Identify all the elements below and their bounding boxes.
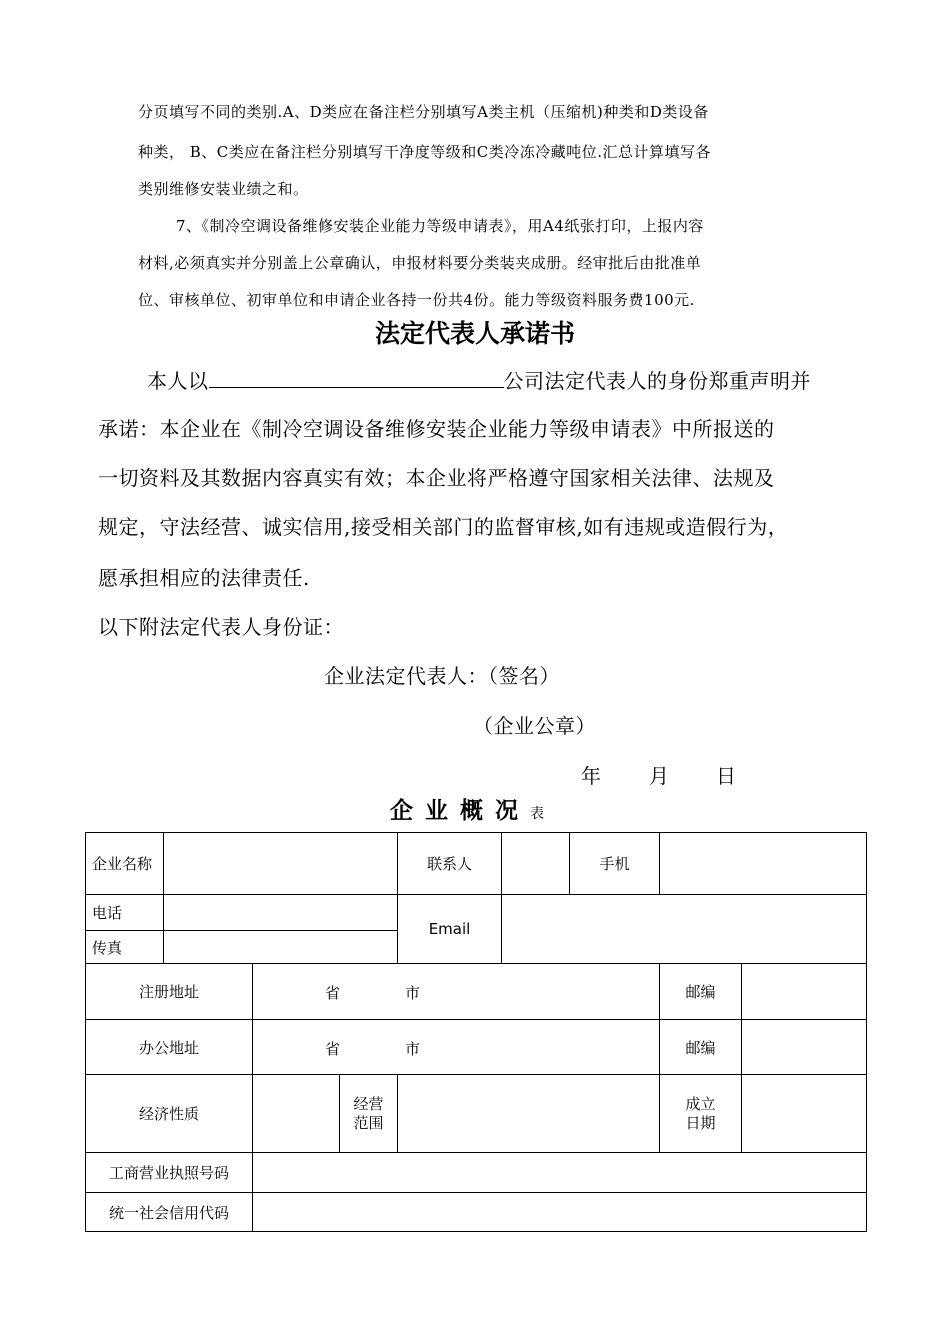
business-scope-label-l2: 范围 — [353, 1113, 384, 1132]
pledge-line-3: 一切资料及其数据内容真实有效；本企业将严格遵守国家相关法律、法规及 — [98, 466, 775, 490]
business-scope-label-l1: 经营 — [353, 1094, 384, 1113]
note-line: 种类， B、C类应在备注栏分别填写干净度等级和C类冷冻冷藏吨位.汇总计算填写各 — [138, 143, 712, 161]
business-scope-cell[interactable] — [398, 1075, 660, 1153]
overview-title-suffix: 表 — [530, 806, 545, 822]
date-day: 日 — [716, 764, 737, 788]
table-row — [86, 895, 867, 931]
business-scope-label — [340, 1075, 398, 1153]
company-name-cell[interactable] — [164, 833, 398, 895]
table-row — [86, 1020, 867, 1075]
email-label: Email — [398, 895, 502, 964]
office-address-cell[interactable] — [253, 1020, 660, 1075]
econ-nature-label: 经济性质 — [86, 1075, 253, 1153]
contact-label: 联系人 — [398, 833, 502, 895]
seal-label: （企业公章） — [473, 714, 596, 738]
pledge-line-5: 愿承担相应的法律责任. — [98, 566, 310, 590]
established-cell[interactable] — [742, 1075, 867, 1153]
postcode-label: 邮编 — [660, 1020, 742, 1075]
table-row — [86, 1153, 867, 1193]
pledge-title: 法定代表人承诺书 — [374, 319, 575, 348]
province-label: 省 — [325, 1040, 341, 1058]
pledge-line-1-end: 公司法定代表人的身份郑重声明并 — [503, 369, 811, 393]
postcode-label: 邮编 — [660, 964, 742, 1020]
date-month: 月 — [649, 764, 670, 788]
overview-title-main: 企 业 概 况 — [389, 798, 520, 824]
postcode-cell[interactable] — [742, 964, 867, 1020]
fax-cell[interactable] — [164, 931, 398, 964]
pledge-line-2: 承诺：本企业在《制冷空调设备维修安装企业能力等级申请表》中所报送的 — [98, 417, 775, 441]
table-row — [86, 964, 867, 1020]
pledge-line-1 — [147, 365, 811, 394]
mobile-cell[interactable] — [660, 833, 867, 895]
overview-title — [0, 792, 942, 825]
note-line: 类别维修安装业绩之和。 — [138, 180, 309, 198]
company-name-blank[interactable] — [209, 369, 504, 388]
mobile-label: 手机 — [570, 833, 660, 895]
credit-code-label: 统一社会信用代码 — [86, 1193, 253, 1232]
postcode-cell[interactable] — [742, 1020, 867, 1075]
city-label: 市 — [405, 1040, 421, 1058]
contact-cell[interactable] — [502, 833, 570, 895]
company-name-label: 企业名称 — [86, 833, 164, 895]
province-label: 省 — [325, 984, 341, 1002]
note-line: 7、《制冷空调设备维修安装企业能力等级申请表》，用A4纸张打印，上报内容 — [176, 217, 704, 235]
note-line: 材料,必须真实并分别盖上公章确认，申报材料要分类装夹成册。经审批后由批准单 — [138, 254, 702, 272]
fax-label: 传真 — [86, 931, 164, 964]
reg-address-cell[interactable] — [253, 964, 660, 1020]
pledge-line-4: 规定，守法经营、诚实信用,接受相关部门的监督审核,如有违规或造假行为， — [98, 515, 789, 539]
reg-address-label: 注册地址 — [86, 964, 253, 1020]
company-overview-table — [85, 832, 867, 1232]
note-line: 位、审核单位、初审单位和申请企业各持一份共4份。能力等级资料服务费100元. — [138, 291, 695, 309]
table-row — [86, 1075, 867, 1153]
established-label-l2: 日期 — [685, 1113, 716, 1132]
pledge-line-1-start: 本人以 — [147, 369, 209, 393]
license-no-cell[interactable] — [253, 1153, 867, 1193]
table-row — [86, 1193, 867, 1232]
note-line: 分页填写不同的类别.A、D类应在备注栏分别填写A类主机（压缩机)种类和D类设备 — [138, 103, 709, 121]
license-no-label: 工商营业执照号码 — [86, 1153, 253, 1193]
office-address-label: 办公地址 — [86, 1020, 253, 1075]
established-label-l1: 成立 — [685, 1094, 716, 1113]
pledge-line-6: 以下附法定代表人身份证： — [98, 615, 344, 639]
econ-nature-cell[interactable] — [253, 1075, 340, 1153]
table-row — [86, 833, 867, 895]
credit-code-cell[interactable] — [253, 1193, 867, 1232]
email-cell[interactable] — [502, 895, 867, 964]
phone-cell[interactable] — [164, 895, 398, 931]
established-label — [660, 1075, 742, 1153]
city-label: 市 — [405, 984, 421, 1002]
date-year: 年 — [581, 764, 602, 788]
phone-label: 电话 — [86, 895, 164, 931]
signature-label: 企业法定代表人：（签名） — [324, 664, 560, 688]
